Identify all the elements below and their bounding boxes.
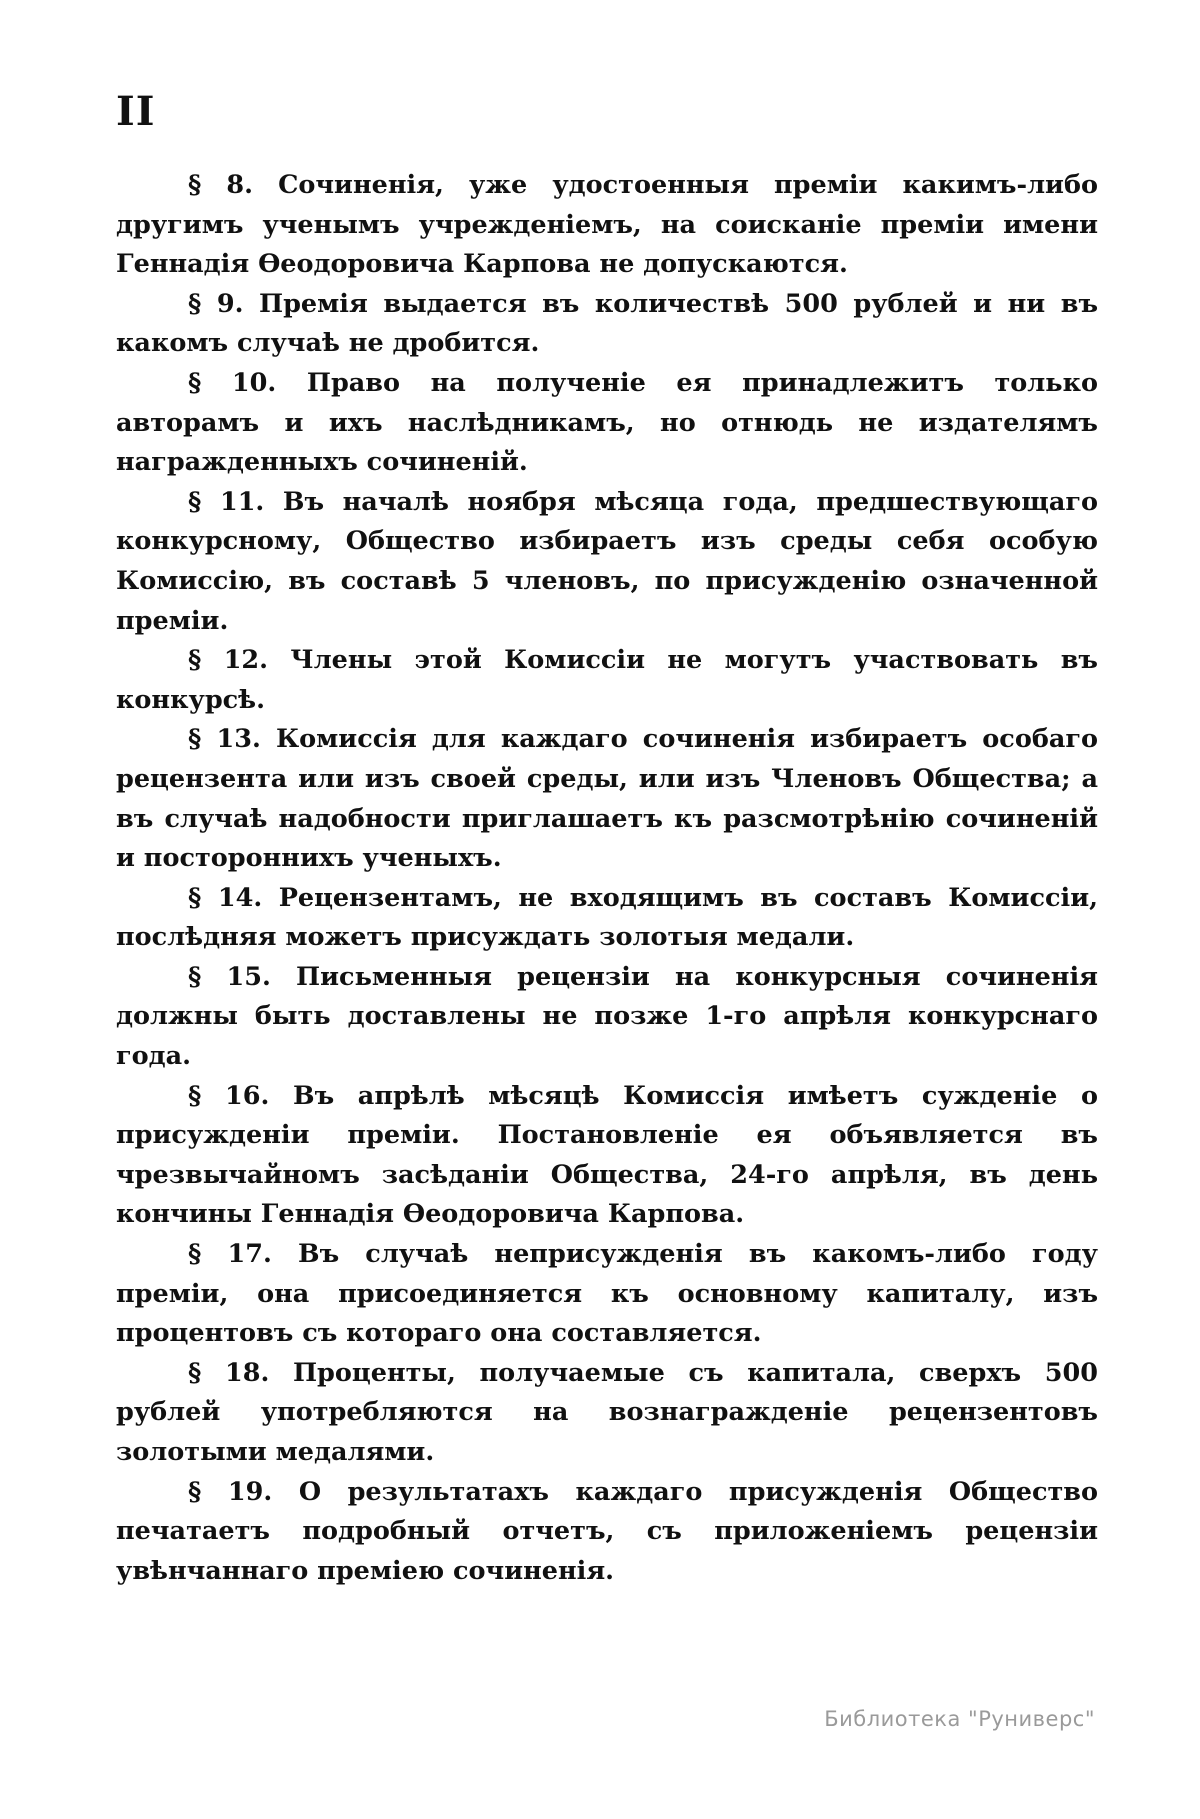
paragraph-section-12: § 12. Члены этой Комиссіи не могутъ участвовать въ конкурсѣ.: [116, 645, 1098, 715]
paragraph-section-13: § 13. Комиссія для каждаго сочиненія избираетъ особаго рецензента или изъ своей среды, или изъ Членовъ Общества; а въ случаѣ надобности приглашаетъ къ разсмотрѣнію сочиненій и постороннихъ ученыхъ.: [116, 724, 1098, 874]
document-body: [116, 166, 1098, 1591]
paragraph-section-18: § 18. Проценты, получаемые съ капитала, сверхъ 500 рублей употребляются на вознагражденіе рецензентовъ золотыми медалями.: [116, 1357, 1098, 1467]
paragraph-section-17: § 17. Въ случаѣ неприсужденія въ какомъ-либо году преміи, она присоединяется къ основному капиталу, изъ процентовъ съ котораго она составляется.: [116, 1239, 1098, 1349]
paragraph-section-16: § 16. Въ апрѣлѣ мѣсяцѣ Комиссія имѣетъ сужденіе о присужденіи преміи. Постановленіе ея объявляется въ чрезвычайномъ засѣданіи Общества, 24-го апрѣля, въ день кончины Геннадія Өеодоровича Карпова.: [116, 1080, 1098, 1230]
library-watermark: Библиотека "Руниверс": [824, 1707, 1095, 1731]
paragraph-section-11: § 11. Въ началѣ ноября мѣсяца года, предшествующаго конкурсному, Общество избираетъ изъ среды себя особую Комиссію, въ составѣ 5 членовъ, по присужденію означенной преміи.: [116, 486, 1098, 636]
paragraph-section-10: § 10. Право на полученіе ея принадлежитъ только авторамъ и ихъ наслѣдникамъ, но отнюдь не издателямъ награжденныхъ сочиненій.: [116, 367, 1098, 478]
paragraph-section-8: § 8. Сочиненія, уже удостоенныя преміи какимъ-либо другимъ ученымъ учрежденіемъ, на соисканіе преміи имени Геннадія Өеодоровича Карпова не допускаются.: [116, 170, 1098, 280]
page-number: II: [116, 88, 156, 135]
paragraph-section-9: § 9. Премія выдается въ количествѣ 500 рублей и ни въ какомъ случаѣ не дробится.: [116, 288, 1098, 359]
paragraph-section-19: § 19. О результатахъ каждаго присужденія Общество печатаетъ подробный отчетъ, съ приложеніемъ рецензіи увѣнчаннаго преміею сочиненія.: [116, 1476, 1098, 1586]
paragraph-section-14: § 14. Рецензентамъ, не входящимъ въ составъ Комиссіи, послѣдняя можетъ присуждать золотыя медали.: [116, 882, 1098, 953]
paragraph-section-15: § 15. Письменныя рецензіи на конкурсныя сочиненія должны быть доставлены не позже 1-го апрѣля конкурснаго года.: [116, 961, 1098, 1072]
